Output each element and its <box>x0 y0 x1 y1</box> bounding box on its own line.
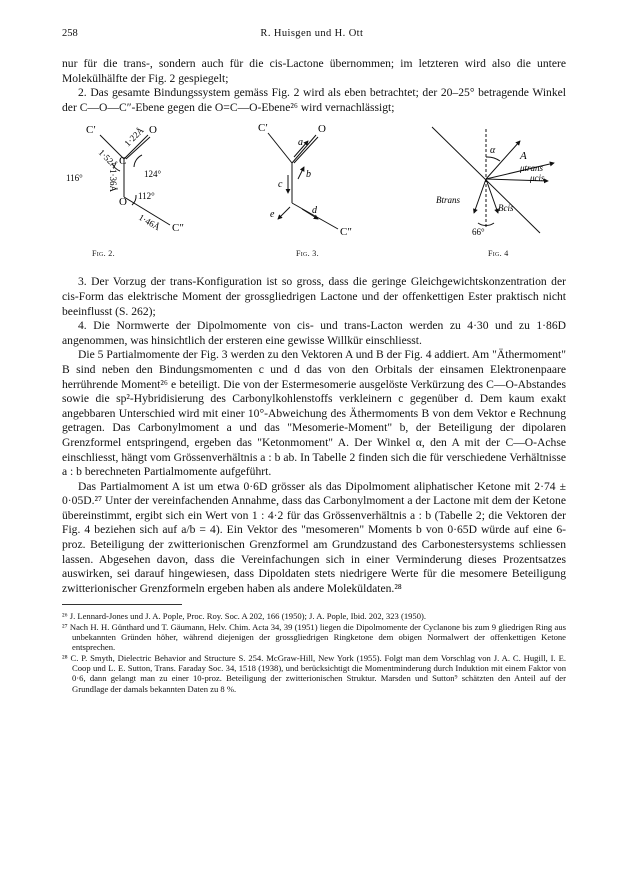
vector-B-trans <box>474 179 486 213</box>
footnote-26: ²⁶ J. Lennard-Jones und J. A. Pople, Proc. Roy. Soc. A 202, 166 (1950); J. A. Pople, Ibid. 202, 323 (1950). <box>62 611 427 622</box>
paragraph-2: 2. Das gesamte Bindungssystem gemäss Fig. 2 wird als eben betrachtet; der 20–25° betragende Winkel der C—O—C″-Ebene gegen die O=C—O-Ebene²⁶ wird vernachlässigt; <box>62 86 566 114</box>
fig4-B-cis: Bcis <box>498 203 514 214</box>
fig2-bond-152: 1·52Å <box>96 147 120 172</box>
fig4-mu-trans: μtrans <box>520 163 544 174</box>
figure-4-diagram <box>402 119 566 247</box>
figure-4-caption: Fig. 4 <box>488 249 509 259</box>
fig3-e: e <box>270 209 275 221</box>
fig2-o-mid: O <box>119 196 127 209</box>
fig3-c-prime: C′ <box>258 122 268 135</box>
figure-2-diagram <box>62 119 232 247</box>
paragraph-6: Das Partialmoment A ist um etwa 0·6D grösser als das Dipolmoment aliphatischer Ketone mit 2·74 ± 0·05D.²⁷ Unter der vereinfachenden Annahme, dass das Carbonylmoment a der Lactone mit dem der Ketone übereinstimmt, ergibt sich ein Wert von 1 : 4·2 für das Grössenverhältnis a : b (Tabelle 2; die Vektoren der Fig. 4 beziehen sich auf a/b = 4). Ein Vektor des "mesomeren" Moments b von 0·65D würde auf eine 6-proz. Beteiligung der zwitterionischen Grenzformel am Grundzustand des Carbonestersystems schliessen lassen. Abgesehen davon, dass die Vereinfachungen sich in einer Verminderung dieses Prozentsatzes auswirken, sei darauf hingewiesen, dass Dipoldaten stets niedrigere Werte für die mesomere Beteiligung zwitterionischer Grenzformeln ergeben haben als andere Moleküldaten.²⁸ <box>62 479 566 595</box>
fig2-angle-124: 124° <box>144 169 162 180</box>
figure-2-caption: Fig. 2. <box>92 249 115 259</box>
fig4-alpha: α <box>490 145 496 157</box>
figure-row <box>62 119 566 269</box>
fig4-angle-66: 66° <box>472 227 485 238</box>
fig2-c-prime: C′ <box>86 124 96 137</box>
footnote-rule <box>62 604 182 605</box>
paragraph-4: 4. Die Normwerte der Dipolmomente von cis- und trans-Lacton werden zu 4·30 und zu 1·86D angenommen, was hinsichtlich der ersteren eine gewisse Willkür einschliesst. <box>62 319 566 347</box>
fig2-bond-122: 1·22Å <box>122 125 146 149</box>
footnote-28: ²⁸ C. P. Smyth, Dielectric Behavior and Structure S. 254. McGraw-Hill, New York (1955). Folgt man dem Vorschlag von J. A. C. Hugill, I. E. Coop und L. E. Sutton, Trans. Faraday Soc. 34, 1518 (1938), und berücksichtigt die Momentminderung durch Induktion mit einem Faktor von 0·6, dann gelangt man zu einer 10-proz. Beteiligung der zwitterionischen Struktur. Marsden und Sutton⁹ schätzten den Anteil auf der Grundlage der damals bekannten Daten zu 8 %. <box>62 652 566 694</box>
paragraph-5: Die 5 Partialmomente der Fig. 3 werden zu den Vektoren A und B der Fig. 4 addiert. Am "Äthermoment" B sind neben den Bindungsmomenten c und d das von den Orbitals der einsamen Elektronenpaare herrührende Moment²⁶ e beteiligt. Die von der Estermesomerie ausgelöste Verkürzung des C—O-Abstandes sowie die sp²-Hybridisierung des Carbonylkohlenstoffs verkleinern c gegenüber d. Dem kaum exakt angebbaren Unterschied wird mit einer 10°-Abweichung des Äthermoments B von dem Vektor e Rechnung getragen. Das Carbonylmoment a und das "Mesomerie-Moment" b, der Beteiligung der dipolaren Grenzformel entspringend, ergeben das "Ketonmoment" A. Der Winkel α, den A mit der C—O-Achse einschliesst, hängt vom Grössenverhältnis a : b ab. In Tabelle 2 finden sich die für verschiedene Verhältnisse a : b berechneten Partialmomente aufgeführt. <box>62 348 566 479</box>
fig2-c-center: C <box>119 155 127 168</box>
page-number: 258 <box>62 28 78 39</box>
fig2-bond-146: 1·46Å <box>137 212 162 233</box>
fig3-d: d <box>312 205 317 217</box>
fig2-bond-136: 1·36Å <box>108 169 118 193</box>
fig3-c-dprime: C″ <box>340 226 352 239</box>
footnote-27: ²⁷ Nach H. H. Günthard und T. Gäumann, Helv. Chim. Acta 34, 39 (1951) liegen die Dipolmomente der Cyclanone bis zum 9 gliedrigen Ring aus unbekannten Gründen höher, während diejenigen der grossgliedrigen Ringketone dem obigen Normalwert der offenkettigen Ketone entsprechen. <box>62 621 566 653</box>
paragraph-1: nur für die trans-, sondern auch für die cis-Lactone übernommen; im letzteren wird also die untere Molekülhälfte der Fig. 2 gespiegelt; <box>62 57 566 85</box>
fig4-mu-cis: μcis <box>530 173 545 184</box>
footnotes <box>62 611 566 693</box>
journal-page <box>62 28 566 694</box>
fig3-b: b <box>306 169 311 181</box>
vector-e <box>278 207 290 219</box>
vector-b <box>298 167 304 179</box>
fig3-a: a <box>298 137 303 149</box>
fig2-o-top: O <box>149 124 157 137</box>
vector-B-cis <box>486 179 498 213</box>
fig2-angle-112: 112° <box>138 191 155 202</box>
fig2-angle-116: 116° <box>66 173 83 184</box>
fig3-o-top: O <box>318 123 326 136</box>
fig2-c-dprime: C″ <box>172 222 184 235</box>
fig3-c: c <box>278 179 283 191</box>
running-header <box>62 28 566 39</box>
figure-3-caption: Fig. 3. <box>296 249 319 259</box>
paragraph-3: 3. Der Vorzug der trans-Konfiguration ist so gross, dass die geringe Gleichgewichtskonzentration der cis-Form das elektrische Moment der grossgliedrigen Lactone und der offenkettigen Ester praktisch nicht beeinflusst (S. 262); <box>62 275 566 318</box>
fig4-A: A <box>520 150 527 163</box>
fig4-B-trans: Btrans <box>436 195 461 206</box>
running-title: R. Huisgen und H. Ott <box>260 28 364 39</box>
figure-3-diagram <box>242 119 392 247</box>
